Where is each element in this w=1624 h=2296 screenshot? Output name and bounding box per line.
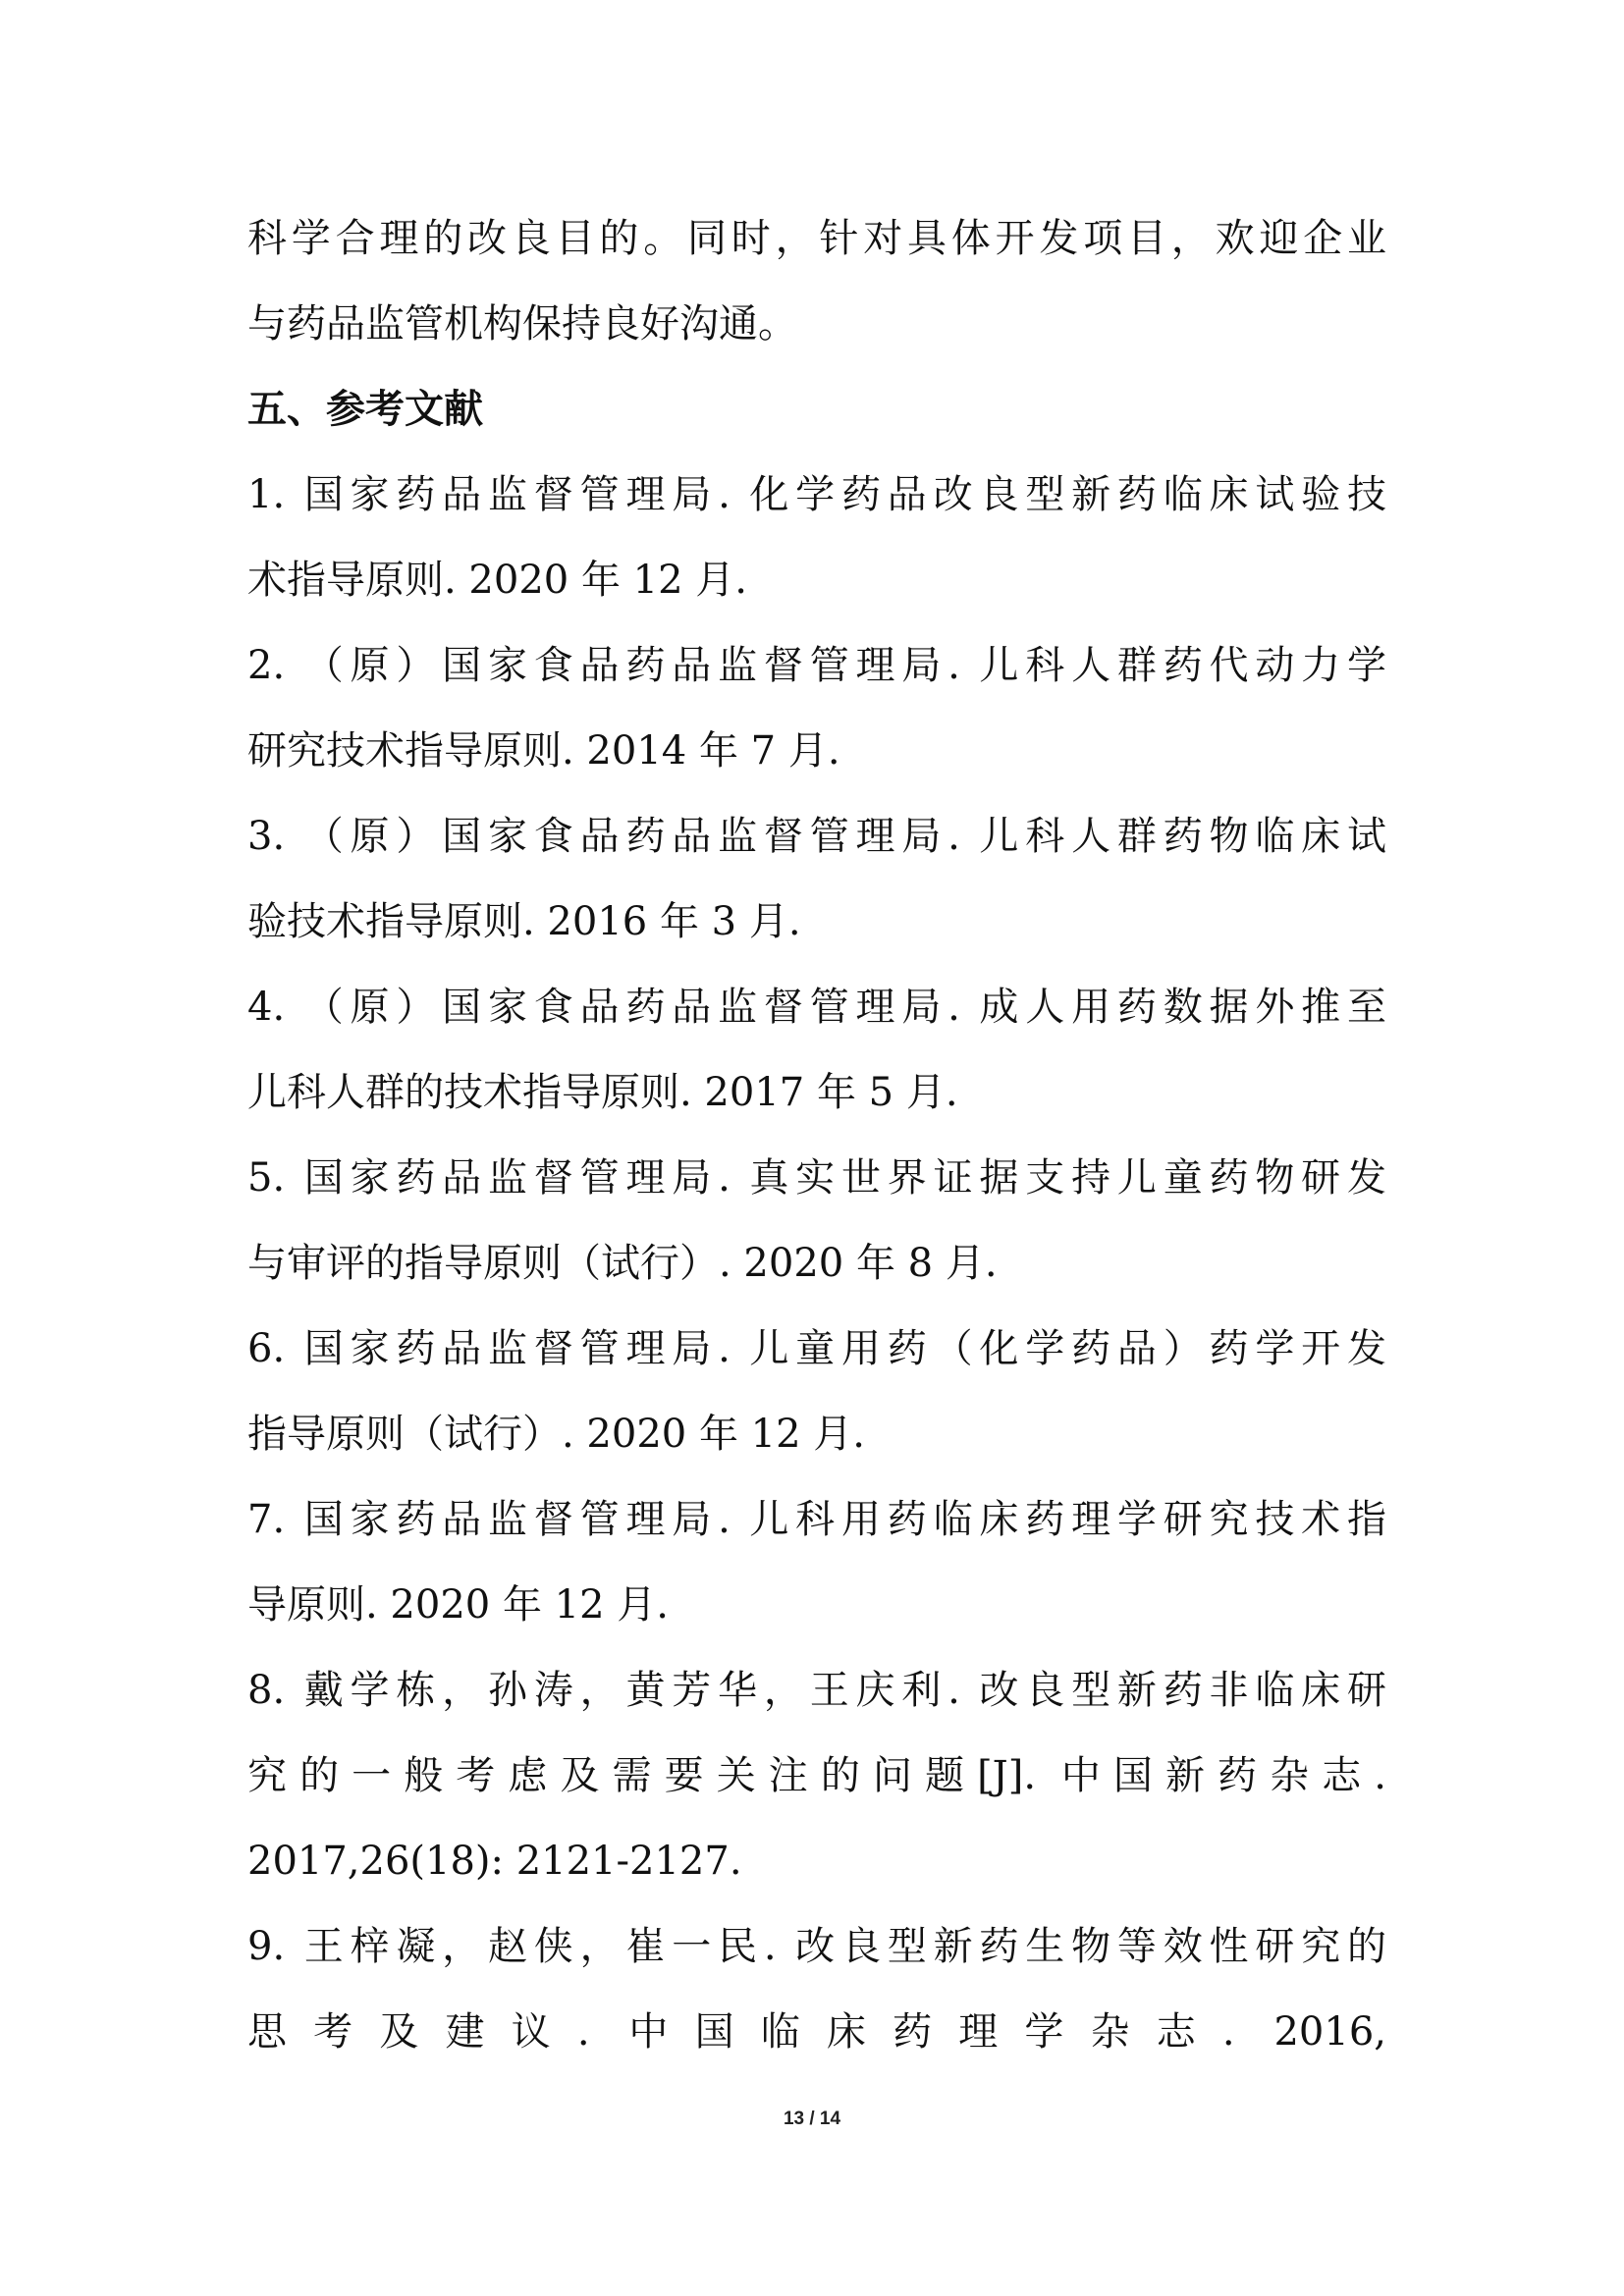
section-heading: 五、参考文献 xyxy=(247,387,483,432)
reference-item-4 xyxy=(247,965,1386,1136)
reference-line: 指导原则（试行）. 2020 年 12 月. xyxy=(247,1412,865,1457)
reference-line: 验技术指导原则. 2016 年 3 月. xyxy=(247,899,801,944)
reference-item-3 xyxy=(247,794,1386,965)
reference-line: 9. 王梓凝，赵侠，崔一民. 改良型新药生物等效性研究的 xyxy=(247,1924,1386,1969)
reference-line: 7. 国家药品监督管理局. 儿科用药临床药理学研究技术指 xyxy=(247,1497,1386,1542)
reference-line: 5. 国家药品监督管理局. 真实世界证据支持儿童药物研发 xyxy=(247,1155,1386,1201)
reference-line: 2. （原）国家食品药品监督管理局. 儿科人群药代动力学 xyxy=(247,643,1386,688)
reference-line: 研究技术指导原则. 2014 年 7 月. xyxy=(247,728,840,774)
reference-item-2 xyxy=(247,623,1386,794)
intro-paragraph xyxy=(247,196,1386,367)
paragraph-line: 与药品监管机构保持良好沟通。 xyxy=(247,301,797,347)
reference-item-6 xyxy=(247,1307,1386,1477)
paragraph-line: 科学合理的改良目的。同时，针对具体开发项目，欢迎企业 xyxy=(247,216,1386,261)
reference-line: 思考及建议. 中国临床药理学杂志. 2016, xyxy=(247,2009,1386,2055)
reference-item-8 xyxy=(247,1648,1386,1904)
reference-item-9 xyxy=(247,1904,1386,2075)
page-body xyxy=(247,196,1386,2075)
reference-item-5 xyxy=(247,1136,1386,1307)
reference-line: 4. （原）国家食品药品监督管理局. 成人用药数据外推至 xyxy=(247,985,1386,1030)
reference-line: 究的一般考虑及需要关注的问题[J]. 中国新药杂志. xyxy=(247,1753,1386,1798)
reference-line: 6. 国家药品监督管理局. 儿童用药（化学药品）药学开发 xyxy=(247,1326,1386,1371)
reference-line: 导原则. 2020 年 12 月. xyxy=(247,1582,669,1628)
reference-line: 术指导原则. 2020 年 12 月. xyxy=(247,558,747,603)
reference-item-7 xyxy=(247,1477,1386,1648)
reference-line: 8. 戴学栋，孙涛，黄芳华，王庆利. 改良型新药非临床研 xyxy=(247,1668,1386,1713)
reference-list xyxy=(247,453,1386,2075)
reference-item-1 xyxy=(247,453,1386,623)
reference-line: 3. （原）国家食品药品监督管理局. 儿科人群药物临床试 xyxy=(247,814,1386,859)
reference-line: 与审评的指导原则（试行）. 2020 年 8 月. xyxy=(247,1241,998,1286)
reference-line: 儿科人群的技术指导原则. 2017 年 5 月. xyxy=(247,1070,958,1115)
reference-line: 1. 国家药品监督管理局. 化学药品改良型新药临床试验技 xyxy=(247,472,1386,517)
reference-line: 2017,26(18): 2121-2127. xyxy=(247,1839,742,1884)
page-number: 13 / 14 xyxy=(783,2109,841,2129)
